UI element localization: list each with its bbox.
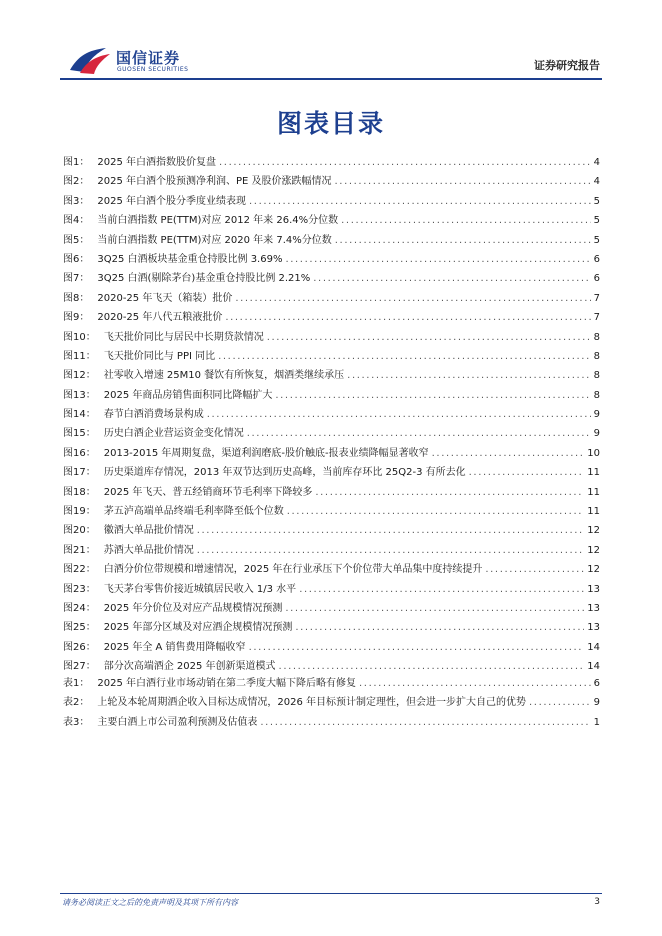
toc-entry-page: 8 — [593, 350, 600, 362]
guosen-logo — [66, 46, 196, 78]
toc-entry-label: 图2： — [63, 176, 90, 188]
toc-entry-page: 9 — [593, 409, 600, 421]
toc-entry-label: 图6： — [63, 253, 90, 265]
toc-entry-label: 图26： — [63, 641, 96, 653]
toc-figure-entry[interactable] — [63, 560, 600, 579]
toc-dot-leader — [347, 366, 590, 385]
toc-entry-page: 6 — [593, 253, 600, 265]
toc-entry-label: 图4： — [63, 215, 90, 227]
toc-dot-leader — [197, 541, 585, 560]
report-type-label: 证券研究报告 — [534, 59, 600, 72]
toc-entry-label: 图18： — [63, 486, 96, 498]
toc-figure-entry[interactable] — [63, 599, 600, 618]
toc-entry-label: 图23： — [63, 583, 96, 595]
toc-dot-leader — [335, 231, 591, 250]
toc-entry-page: 1 — [593, 716, 600, 728]
toc-entry-title: 3Q25 白酒板块基金重仓持股比例 3.69% — [97, 253, 283, 265]
toc-figure-entry[interactable] — [63, 463, 600, 482]
toc-dot-leader — [260, 713, 590, 732]
toc-figure-entry[interactable] — [63, 172, 600, 191]
toc-entry-label: 图14： — [63, 409, 96, 421]
toc-entry-page: 14 — [587, 661, 600, 673]
toc-figure-entry[interactable] — [63, 541, 600, 560]
toc-entry-page: 12 — [587, 525, 600, 537]
toc-entry-title: 春节白酒消费场景构成 — [103, 409, 204, 421]
toc-dot-leader — [335, 172, 591, 191]
toc-figure-entry[interactable] — [63, 153, 600, 172]
toc-entry-label: 表3： — [63, 716, 90, 728]
toc-entry-title: 2025 年飞天、普五经销商环节毛利率下降较多 — [103, 486, 313, 498]
toc-entry-page: 13 — [587, 583, 600, 595]
toc-entry-label: 图25： — [63, 622, 96, 634]
toc-dot-leader — [285, 250, 590, 269]
toc-dot-leader — [285, 599, 584, 618]
toc-dot-leader — [197, 521, 585, 540]
toc-entry-page: 6 — [593, 273, 600, 285]
logo-chinese-name: 国信证券 — [116, 49, 181, 67]
figure-list — [63, 153, 600, 677]
toc-entry-page: 13 — [587, 602, 600, 614]
toc-entry-title: 上轮及本轮周期酒企收入目标达成情况，2026 年目标预计制定理性，但会进一步扩大自己的优势 — [97, 697, 527, 709]
toc-dot-leader — [485, 560, 584, 579]
toc-entry-title: 2013-2015 年周期复盘，渠道利润磨底-股价触底-报表业绩降幅显著收窄 — [103, 447, 429, 459]
toc-entry-label: 图9： — [63, 312, 90, 324]
table-list — [63, 674, 600, 732]
toc-title: 图表目录 — [276, 109, 385, 138]
toc-entry-label: 图12： — [63, 370, 96, 382]
toc-entry-page: 5 — [593, 234, 600, 246]
toc-entry-title: 部分次高端酒企 2025 年创新渠道模式 — [103, 661, 276, 673]
toc-entry-title: 2020-25 年飞天（箱装）批价 — [97, 292, 233, 304]
toc-entry-label: 图5： — [63, 234, 90, 246]
toc-entry-page: 6 — [593, 678, 600, 689]
toc-dot-leader — [299, 580, 584, 599]
toc-figure-entry[interactable] — [63, 405, 600, 424]
toc-dot-leader — [341, 211, 590, 230]
toc-entry-page: 8 — [593, 370, 600, 382]
toc-entry-title: 社零收入增速 25M10 餐饮有所恢复，烟酒类继续承压 — [103, 370, 345, 382]
toc-entry-title: 苏酒大单品批价情况 — [103, 544, 194, 556]
toc-entry-label: 图3： — [63, 195, 90, 207]
toc-figure-entry[interactable] — [63, 289, 600, 308]
toc-entry-label: 图21： — [63, 544, 96, 556]
toc-entry-title: 历史渠道库存情况，2013 年双节达到历史高峰，当前库存环比 25Q2-3 有所去化 — [103, 467, 466, 479]
toc-entry-page: 11 — [587, 467, 600, 479]
toc-dot-leader — [247, 424, 591, 443]
toc-entry-label: 图24： — [63, 602, 96, 614]
toc-dot-leader — [275, 386, 590, 405]
toc-entry-title: 当前白酒指数 PE(TTM)对应 2012 年来 26.4%分位数 — [97, 215, 339, 227]
toc-table-entry[interactable] — [63, 674, 600, 693]
toc-figure-entry[interactable] — [63, 308, 600, 327]
toc-entry-label: 图27： — [63, 661, 96, 673]
toc-entry-page: 12 — [587, 564, 600, 576]
toc-entry-title: 3Q25 白酒(剔除茅台)基金重仓持股比例 2.21% — [97, 273, 311, 285]
toc-entry-label: 图13： — [63, 389, 96, 401]
toc-entry-title: 2025 年部分区域及对应酒企规模情况预测 — [103, 622, 293, 634]
toc-entry-label: 表2： — [63, 697, 90, 709]
toc-dot-leader — [225, 308, 590, 327]
toc-figure-entry[interactable] — [63, 386, 600, 405]
toc-figure-entry[interactable] — [63, 250, 600, 269]
toc-entry-title: 2020-25 年八代五粮液批价 — [97, 312, 223, 324]
toc-dot-leader — [235, 289, 590, 308]
toc-entry-title: 2025 年白酒行业市场动销在第二季度大幅下降后略有修复 — [97, 678, 357, 689]
toc-dot-leader — [529, 693, 591, 712]
toc-entry-page: 8 — [593, 331, 600, 343]
toc-table-entry[interactable] — [63, 713, 600, 732]
toc-entry-title: 主要白酒上市公司盈利预测及估值表 — [97, 716, 258, 728]
toc-entry-label: 图15： — [63, 428, 96, 440]
toc-entry-title: 茅五泸高端单品终端毛利率降至低个位数 — [103, 506, 284, 518]
toc-entry-title: 飞天批价同比与居民中长期贷款情况 — [103, 331, 264, 343]
toc-entry-title: 飞天批价同比与 PPI 同比 — [103, 350, 216, 362]
toc-entry-page: 11 — [587, 506, 600, 518]
toc-entry-title: 2025 年白酒个股分季度业绩表现 — [97, 195, 247, 207]
toc-figure-entry[interactable] — [63, 231, 600, 250]
toc-entry-page: 10 — [587, 447, 600, 459]
toc-figure-entry[interactable] — [63, 211, 600, 230]
toc-figure-entry[interactable] — [63, 347, 600, 366]
toc-figure-entry[interactable] — [63, 444, 600, 463]
toc-entry-label: 图1： — [63, 157, 90, 168]
toc-entry-page: 8 — [593, 389, 600, 401]
toc-entry-title: 2025 年白酒指数股价复盘 — [97, 157, 217, 168]
toc-figure-entry[interactable] — [63, 366, 600, 385]
header-divider — [60, 78, 602, 80]
guosen-logo-icon — [66, 46, 112, 76]
toc-entry-page: 9 — [593, 428, 600, 440]
footer-disclaimer: 请务必阅读正文之后的免责声明及其项下所有内容 — [62, 898, 238, 907]
toc-figure-entry[interactable] — [63, 618, 600, 637]
toc-entry-page: 7 — [593, 312, 600, 324]
toc-dot-leader — [249, 638, 585, 657]
toc-dot-leader — [207, 405, 591, 424]
toc-dot-leader — [219, 153, 591, 172]
logo-english-name: GUOSEN SECURITIES — [117, 66, 189, 73]
toc-entry-title: 徽酒大单品批价情况 — [103, 525, 194, 537]
toc-entry-page: 4 — [593, 176, 600, 188]
footer-divider — [60, 893, 602, 894]
toc-figure-entry[interactable] — [63, 269, 600, 288]
toc-entry-label: 图16： — [63, 447, 96, 459]
toc-dot-leader — [267, 328, 591, 347]
toc-dot-leader — [218, 347, 591, 366]
toc-figure-entry[interactable] — [63, 424, 600, 443]
toc-entry-page: 11 — [587, 486, 600, 498]
toc-figure-entry[interactable] — [63, 502, 600, 521]
toc-entry-label: 图20： — [63, 525, 96, 537]
toc-figure-entry[interactable] — [63, 580, 600, 599]
toc-figure-entry[interactable] — [63, 521, 600, 540]
toc-entry-page: 5 — [593, 215, 600, 227]
toc-entry-label: 图7： — [63, 273, 90, 285]
toc-figure-entry[interactable] — [63, 638, 600, 657]
toc-dot-leader — [432, 444, 585, 463]
toc-dot-leader — [287, 502, 585, 521]
toc-entry-title: 白酒分价位带规模和增速情况，2025 年在行业承压下个价位带大单品集中度持续提升 — [103, 564, 483, 576]
toc-entry-title: 当前白酒指数 PE(TTM)对应 2020 年来 7.4%分位数 — [97, 234, 332, 246]
toc-entry-title: 2025 年分价位及对应产品规模情况预测 — [103, 602, 283, 614]
toc-entry-page: 12 — [587, 544, 600, 556]
toc-entry-title: 2025 年白酒个股预测净利润、PE 及股价涨跌幅情况 — [97, 176, 332, 188]
toc-entry-page: 9 — [593, 697, 600, 709]
toc-dot-leader — [469, 463, 585, 482]
toc-entry-title: 2025 年商品房销售面积同比降幅扩大 — [103, 389, 273, 401]
toc-dot-leader — [295, 618, 584, 637]
toc-table-entry[interactable] — [63, 693, 600, 712]
toc-figure-entry[interactable] — [63, 192, 600, 211]
toc-entry-title: 历史白酒企业营运资金变化情况 — [103, 428, 244, 440]
toc-entry-label: 图19： — [63, 506, 96, 518]
toc-entry-page: 5 — [593, 195, 600, 207]
toc-entry-label: 图8： — [63, 292, 90, 304]
toc-figure-entry[interactable] — [63, 483, 600, 502]
toc-dot-leader — [313, 269, 590, 288]
toc-entry-label: 图17： — [63, 467, 96, 479]
toc-entry-label: 图22： — [63, 564, 96, 576]
toc-entry-page: 4 — [593, 157, 600, 168]
toc-entry-page: 14 — [587, 641, 600, 653]
toc-entry-page: 7 — [593, 292, 600, 304]
page-number: 3 — [594, 897, 600, 907]
toc-entry-label: 表1： — [63, 678, 90, 689]
toc-entry-page: 13 — [587, 622, 600, 634]
toc-dot-leader — [359, 674, 591, 693]
toc-figure-entry[interactable] — [63, 328, 600, 347]
toc-entry-label: 图11： — [63, 350, 96, 362]
toc-dot-leader — [249, 192, 591, 211]
toc-dot-leader — [315, 483, 584, 502]
toc-entry-title: 飞天茅台零售价接近城镇居民收入 1/3 水平 — [103, 583, 297, 595]
page-header — [0, 0, 662, 80]
toc-entry-title: 2025 年全 A 销售费用降幅收窄 — [103, 641, 246, 653]
toc-entry-label: 图10： — [63, 331, 96, 343]
